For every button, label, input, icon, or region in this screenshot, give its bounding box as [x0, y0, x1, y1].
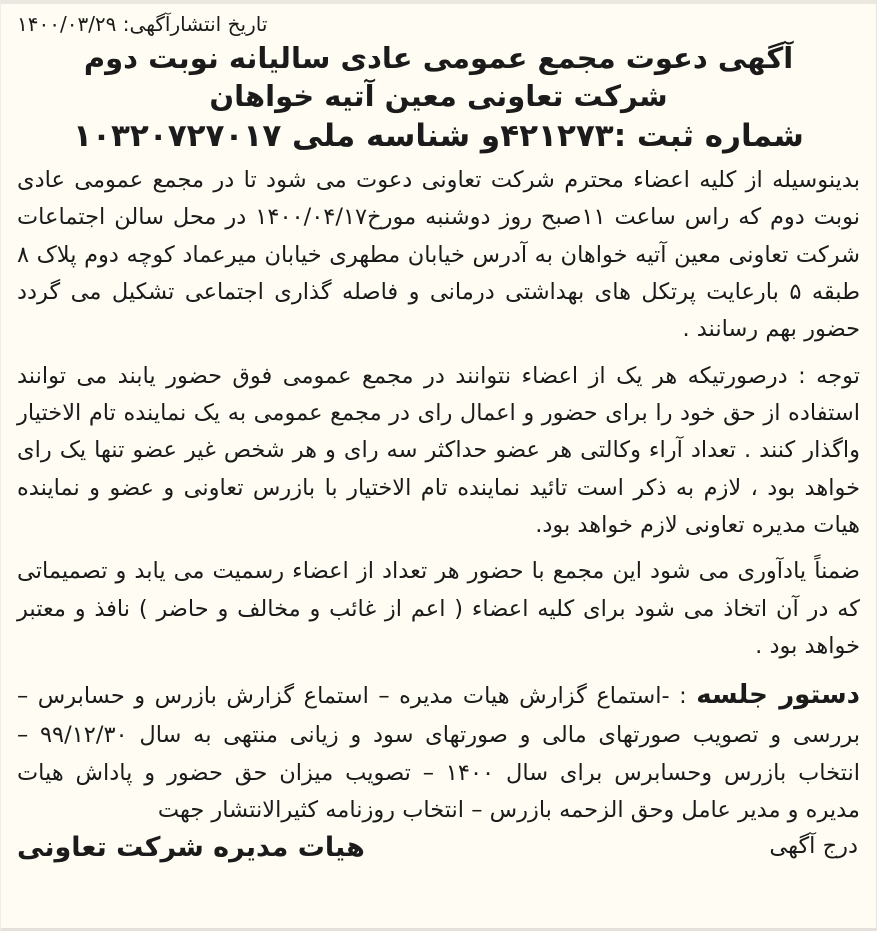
title-meeting-invitation: آگهی دعوت مجمع عمومی عادی سالیانه نوبت دوم [83, 41, 794, 75]
title-company-name: شرکت تعاونی معین آتیه خواهان [209, 79, 668, 114]
title-registration-ids: شماره ثبت :۴۲۱۲۷۳و شناسه ملی ۱۰۳۲۰۷۲۷۰۱۷ [73, 117, 804, 154]
agenda-tail-text: درج آگهی [769, 833, 858, 860]
paragraph-invitation: بدینوسیله از کلیه اعضاء محترم شرکت تعاونی دعوت می شود تا در مجمع عمومی عادی نوبت دوم که راس ساعت ۱۱صبح روز دوشنبه مورخ۱۴۰۰/۰۴/۱۷ در محل سالن اجتماعات شرکت تعاونی معین آتیه خواهان به آدرس خیابان مطهری خیابان میرعماد کوچه دوم پلاک ۸ طبقه ۵ بارعایت پرتکل های بهداشتی درمانی و فاصله گذاری اجتماعی تشکیل می گردد حضور بهم رسانند . [17, 166, 861, 343]
paragraph-agenda [17, 674, 860, 829]
agenda-label: دستور جلسه [696, 680, 861, 711]
publish-date: تاریخ انتشارآگهی: ۱۴۰۰/۰۳/۲۹ [17, 12, 268, 36]
bottom-row [17, 830, 860, 865]
board-signature: هیات مدیره شرکت تعاونی [17, 832, 365, 864]
title-block [17, 39, 860, 156]
announcement-body [17, 162, 860, 866]
agenda-items-text: : -استماع گزارش هیات مدیره – استماع گزارش بازرس و حسابرس – بررسی و تصویب صورتهای مالی و صورتهای سود و زیانی منتهی به سال ۹۹/۱۲/۳۰ – انتخاب بازرس وحسابرس برای سال ۱۴۰۰ – تصویب میزان حق حضور و پاداش هیات مدیره و مدیر عامل وحق الزحمه بازرس – انتخاب روزنامه کثیرالانتشار جهت [17, 683, 860, 824]
paragraph-quorum-notice: ضمناً یادآوری می شود این مجمع با حضور هر تعداد از اعضاء رسمیت می یابد و تصمیماتی که در آن اتخاذ می شود برای کلیه اعضاء ( اعم از غائب و مخالف و حاضر ) نافذ و معتبر خواهد بود . [17, 558, 860, 659]
paragraph-proxy-notice: توجه : درصورتیکه هر یک از اعضاء نتوانند در مجمع عمومی فوق حضور یابند می توانند استفاده از حق خود را برای حضور و اعمال رای در مجمع عمومی به یک نماینده تام الاختیار واگذار کنند . تعداد آراء وکالتی هر عضو حداکثر سه رای و هر شخص غیر عضو تنها یک رای خواهد بود ، لازم به ذکر است تائید نماینده تام الاختیار با بازرس تعاونی و عضو و نماینده هیات مدیره تعاونی لازم خواهد بود. [17, 362, 860, 538]
